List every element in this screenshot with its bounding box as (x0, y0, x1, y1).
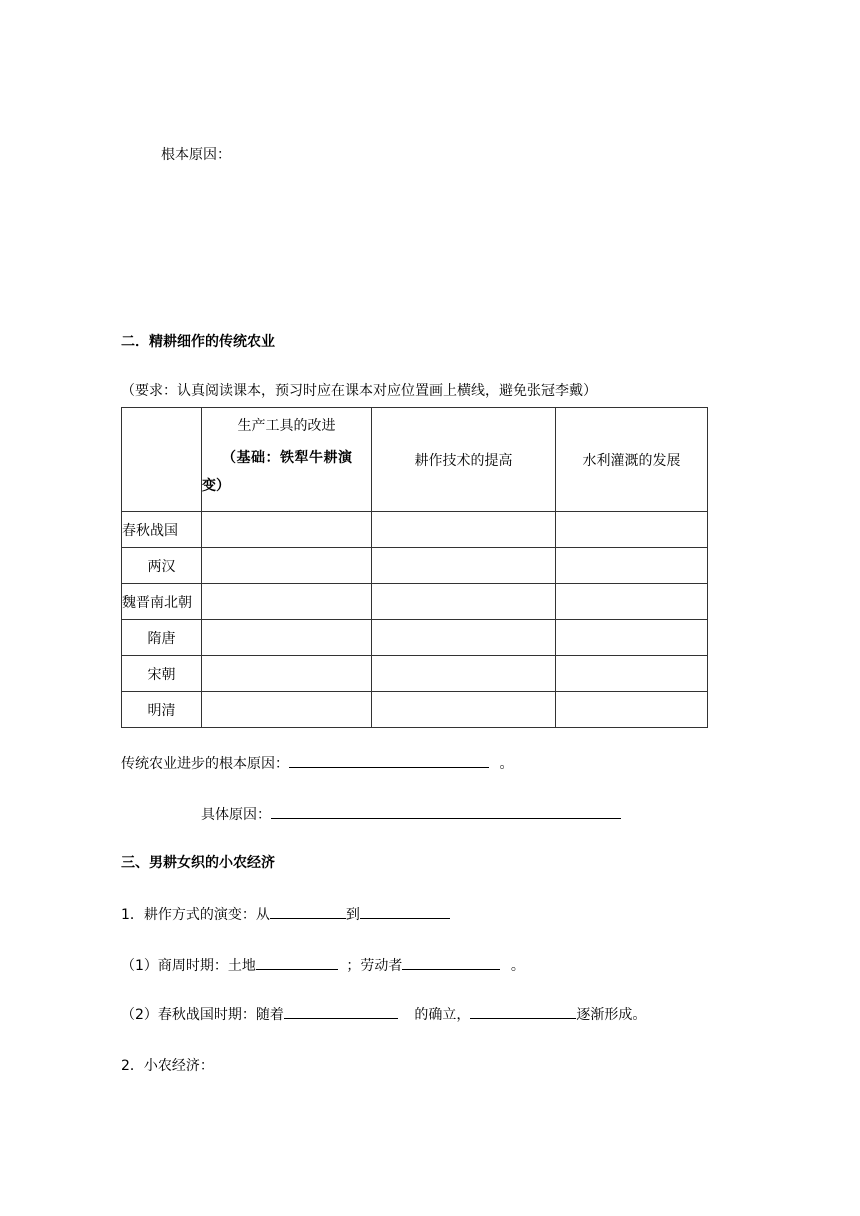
row-label: 隋唐 (122, 620, 202, 656)
table-row (122, 692, 708, 728)
fundamental-cause-end: 。 (499, 756, 514, 772)
header-tools-line1: 生产工具的改进 (237, 418, 336, 434)
row-label: 春秋战国 (122, 512, 202, 548)
section-3-heading: 三、男耕女织的小农经济 (121, 855, 275, 871)
table-cell (202, 512, 372, 548)
section-2-heading: 二．精耕细作的传统农业 (121, 334, 275, 350)
table-cell (556, 620, 708, 656)
table-cell (372, 656, 556, 692)
sub-1-line (121, 955, 525, 975)
fundamental-cause-blank[interactable] (289, 753, 489, 768)
table-cell (372, 548, 556, 584)
fundamental-cause-line (121, 753, 513, 773)
header-tools-line3: 变） (202, 478, 230, 494)
header-tools (202, 408, 372, 512)
table-cell (556, 548, 708, 584)
sub-1-laborer-blank[interactable] (402, 955, 500, 970)
sub-2-line (121, 1004, 646, 1024)
table-cell (556, 584, 708, 620)
table-row (122, 548, 708, 584)
header-empty-cell (122, 408, 202, 512)
row-label: 两汉 (122, 548, 202, 584)
table-cell (372, 620, 556, 656)
item-1-to-blank[interactable] (360, 904, 450, 919)
row-label: 明清 (122, 692, 202, 728)
sub-1-laborer: ；劳动者 (346, 958, 403, 974)
table-row (122, 512, 708, 548)
table-cell (372, 584, 556, 620)
sub-2-establish-blank[interactable] (284, 1004, 398, 1019)
sub-2-end: 逐渐形成。 (576, 1007, 647, 1023)
header-tools-line2: （基础：铁犁牛耕演 (222, 450, 353, 466)
table-row (122, 620, 708, 656)
table-header-row (122, 408, 708, 512)
table-cell (556, 692, 708, 728)
sub-2-label: （2）春秋战国时期：随着 (121, 1007, 284, 1023)
sub-1-land-blank[interactable] (256, 955, 338, 970)
item-1-from-blank[interactable] (270, 904, 346, 919)
table-cell (202, 620, 372, 656)
agriculture-table (121, 407, 708, 728)
table-row (122, 656, 708, 692)
row-label: 魏晋南北朝 (122, 584, 202, 620)
item-1-line (121, 904, 450, 924)
table-cell (372, 692, 556, 728)
item-1-label: 1．耕作方式的演变：从 (121, 907, 270, 923)
specific-cause-label: 具体原因： (201, 807, 271, 823)
header-irrigation: 水利灌溉的发展 (556, 408, 708, 512)
fundamental-cause-label: 传统农业进步的根本原因： (121, 756, 289, 772)
table-row (122, 584, 708, 620)
table-cell (202, 548, 372, 584)
table-cell (202, 584, 372, 620)
specific-cause-line (201, 804, 621, 824)
table-cell (556, 656, 708, 692)
sub-1-label: （1）商周时期：土地 (121, 958, 256, 974)
table-cell (556, 512, 708, 548)
item-2-label: 2．小农经济： (121, 1058, 214, 1074)
table-cell (372, 512, 556, 548)
table-cell (202, 656, 372, 692)
sub-1-end: 。 (510, 958, 525, 974)
root-cause-label: 根本原因： (161, 147, 231, 163)
sub-2-established: 的确立， (414, 1007, 471, 1023)
requirement-note: （要求：认真阅读课本，预习时应在课本对应位置画上横线，避免张冠李戴） (121, 383, 597, 399)
item-1-to: 到 (345, 907, 360, 923)
row-label: 宋朝 (122, 656, 202, 692)
table-cell (202, 692, 372, 728)
sub-2-form-blank[interactable] (470, 1004, 576, 1019)
header-farming: 耕作技术的提高 (372, 408, 556, 512)
specific-cause-blank[interactable] (271, 804, 621, 819)
